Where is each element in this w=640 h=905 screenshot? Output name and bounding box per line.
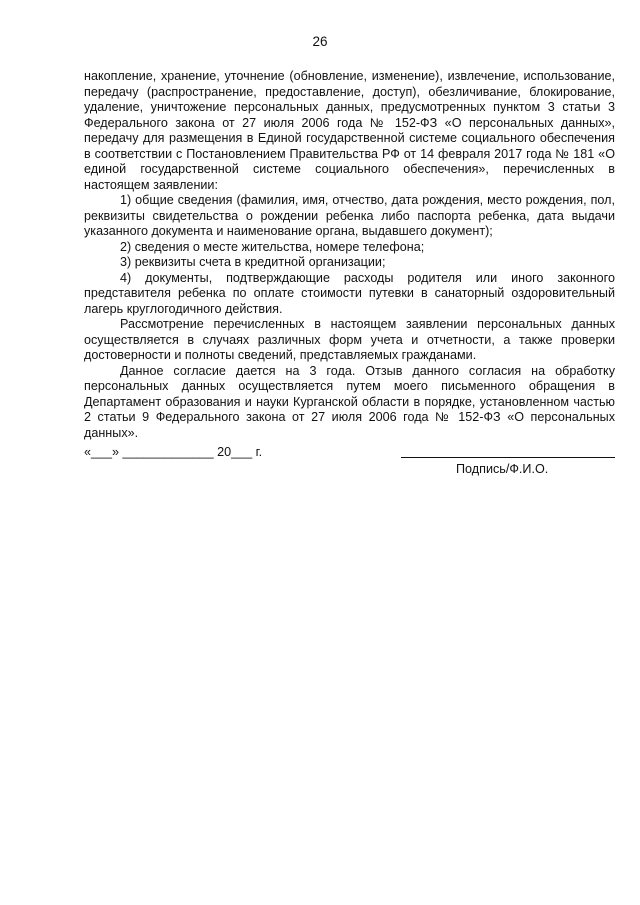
page-number: 26 [312,34,328,49]
signature-block [84,445,615,485]
paragraph-consent-term: Данное согласие дается на 3 года. Отзыв данного согласия на обработку персональных данных осуществляется путем моего письменного обращения в Департамент образования и науки Курганской области в порядке, установленном частью 2 статьи 9 Федерального закона от 27 июля 2006 года № 152-ФЗ «О персональных данных». [84,363,615,440]
date-field: «___» _____________ 20___ г. [84,445,263,459]
consent-text [84,69,615,441]
list-item-residence: 2) сведения о месте жительства, номере телефона; [120,239,425,254]
paragraph-processing-actions: накопление, хранение, уточнение (обновление, изменение), извлечение, использование, передачу (распространение, предоставление, доступ), обезличивание, блокирование, удаление, уничтожение персональных данных, предусмотренных пунктом 3 статьи 3 Федерального закона от 27 июля 2006 года № 152-ФЗ «О персональных данных», передачу для размещения в Единой государственной системе социального обеспечения в соответствии с Постановлением Правительства РФ от 14 февраля 2017 года № 181 «О единой государственной системе социального обеспечения», перечисленных в настоящем заявлении: [84,69,615,192]
list-item-bank-account: 3) реквизиты счета в кредитной организации; [120,255,386,269]
paragraph-review-cases: Рассмотрение перечисленных в настоящем заявлении персональных данных осуществляется в случаях различных форм учета и отчетности, а также проверки достоверности и полноты сведений, представляемых гражданами. [84,317,615,362]
signature-line [401,457,615,458]
signature-caption: Подпись/Ф.И.О. [456,462,549,476]
list-item-expense-documents: 4) документы, подтверждающие расходы родителя или иного законного представителя ребенка по оплате стоимости путевки в санаторный оздоровительный лагерь круглогодичного действия. [84,270,615,316]
list-item-general-info: 1) общие сведения (фамилия, имя, отчество, дата рождения, место рождения, пол, реквизиты свидетельства о рождении ребенка либо паспорта ребенка, дата выдачи указанного документа и наименование органа, выдавшего документ); [84,193,615,238]
